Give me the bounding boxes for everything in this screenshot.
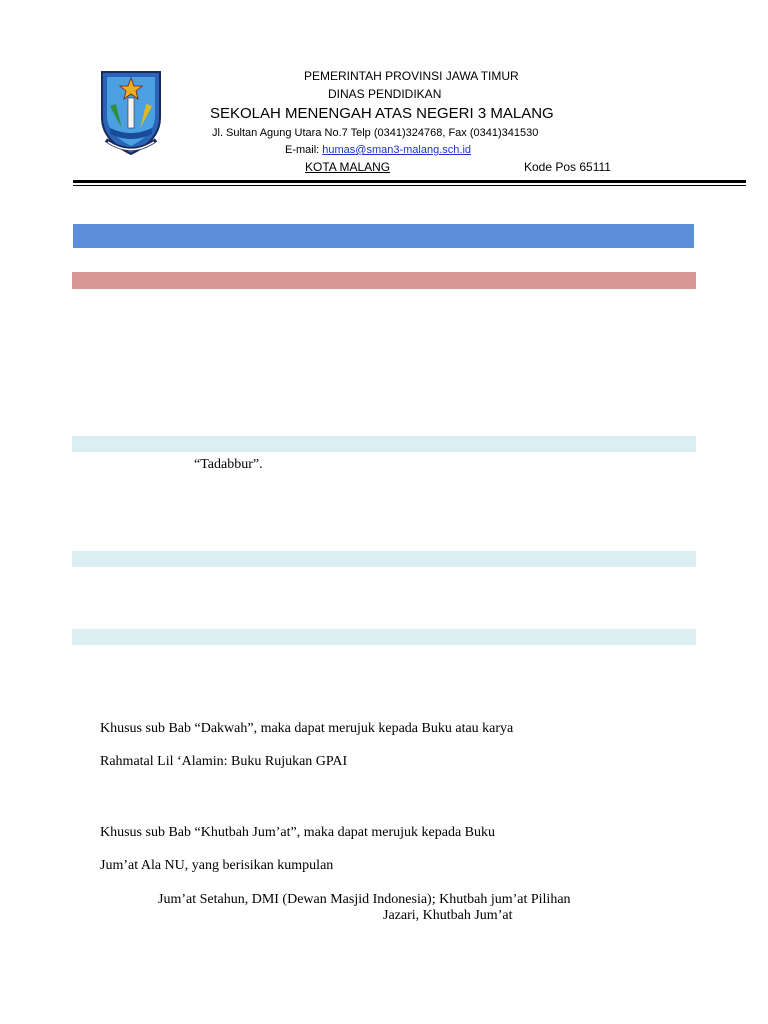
letterhead-government: PEMERINTAH PROVINSI JAWA TIMUR bbox=[304, 69, 519, 83]
letterhead-department: DINAS PENDIDIKAN bbox=[328, 87, 442, 101]
khutbah-paragraph: Khusus sub Bab “Khutbah Jum’at”, maka dapat merujuk kepada Buku bbox=[100, 825, 496, 840]
rahmatal-paragraph: Rahmatal Lil ‘Alamin: Buku Rujukan GPAI bbox=[100, 754, 348, 769]
email-label: E-mail: bbox=[285, 144, 323, 156]
letterhead-postal-code: Kode Pos 65111 bbox=[524, 160, 611, 174]
jazari-paragraph: Jazari, Khutbah Jum’at bbox=[383, 908, 513, 923]
dmi-paragraph: Jum’at Setahun, DMI (Dewan Masjid Indonesia); Khutbah jum’at Pilihan bbox=[158, 892, 571, 907]
light-band-1 bbox=[72, 436, 696, 452]
light-band-2 bbox=[72, 551, 696, 567]
jawa-timur-crest-icon bbox=[96, 66, 166, 158]
letterhead-email bbox=[285, 144, 471, 156]
light-band-3 bbox=[72, 629, 696, 645]
letterhead-address: Jl. Sultan Agung Utara No.7 Telp (0341)324768, Fax (0341)341530 bbox=[212, 127, 539, 139]
dakwah-paragraph: Khusus sub Bab “Dakwah”, maka dapat merujuk kepada Buku atau karya bbox=[100, 721, 514, 736]
letterhead-divider-thick bbox=[73, 180, 746, 183]
letterhead-school-name: SEKOLAH MENENGAH ATAS NEGERI 3 MALANG bbox=[210, 105, 554, 122]
letterhead-city: KOTA MALANG bbox=[305, 160, 391, 174]
jumat-nu-paragraph: Jum’at Ala NU, yang berisikan kumpulan bbox=[100, 858, 334, 873]
red-heading-band bbox=[72, 272, 696, 289]
email-link[interactable]: humas@sman3-malang.sch.id bbox=[322, 144, 472, 156]
letterhead-divider-thin bbox=[73, 185, 746, 186]
blue-heading-band bbox=[73, 224, 694, 248]
tadabbur-text: “Tadabbur”. bbox=[194, 457, 263, 472]
